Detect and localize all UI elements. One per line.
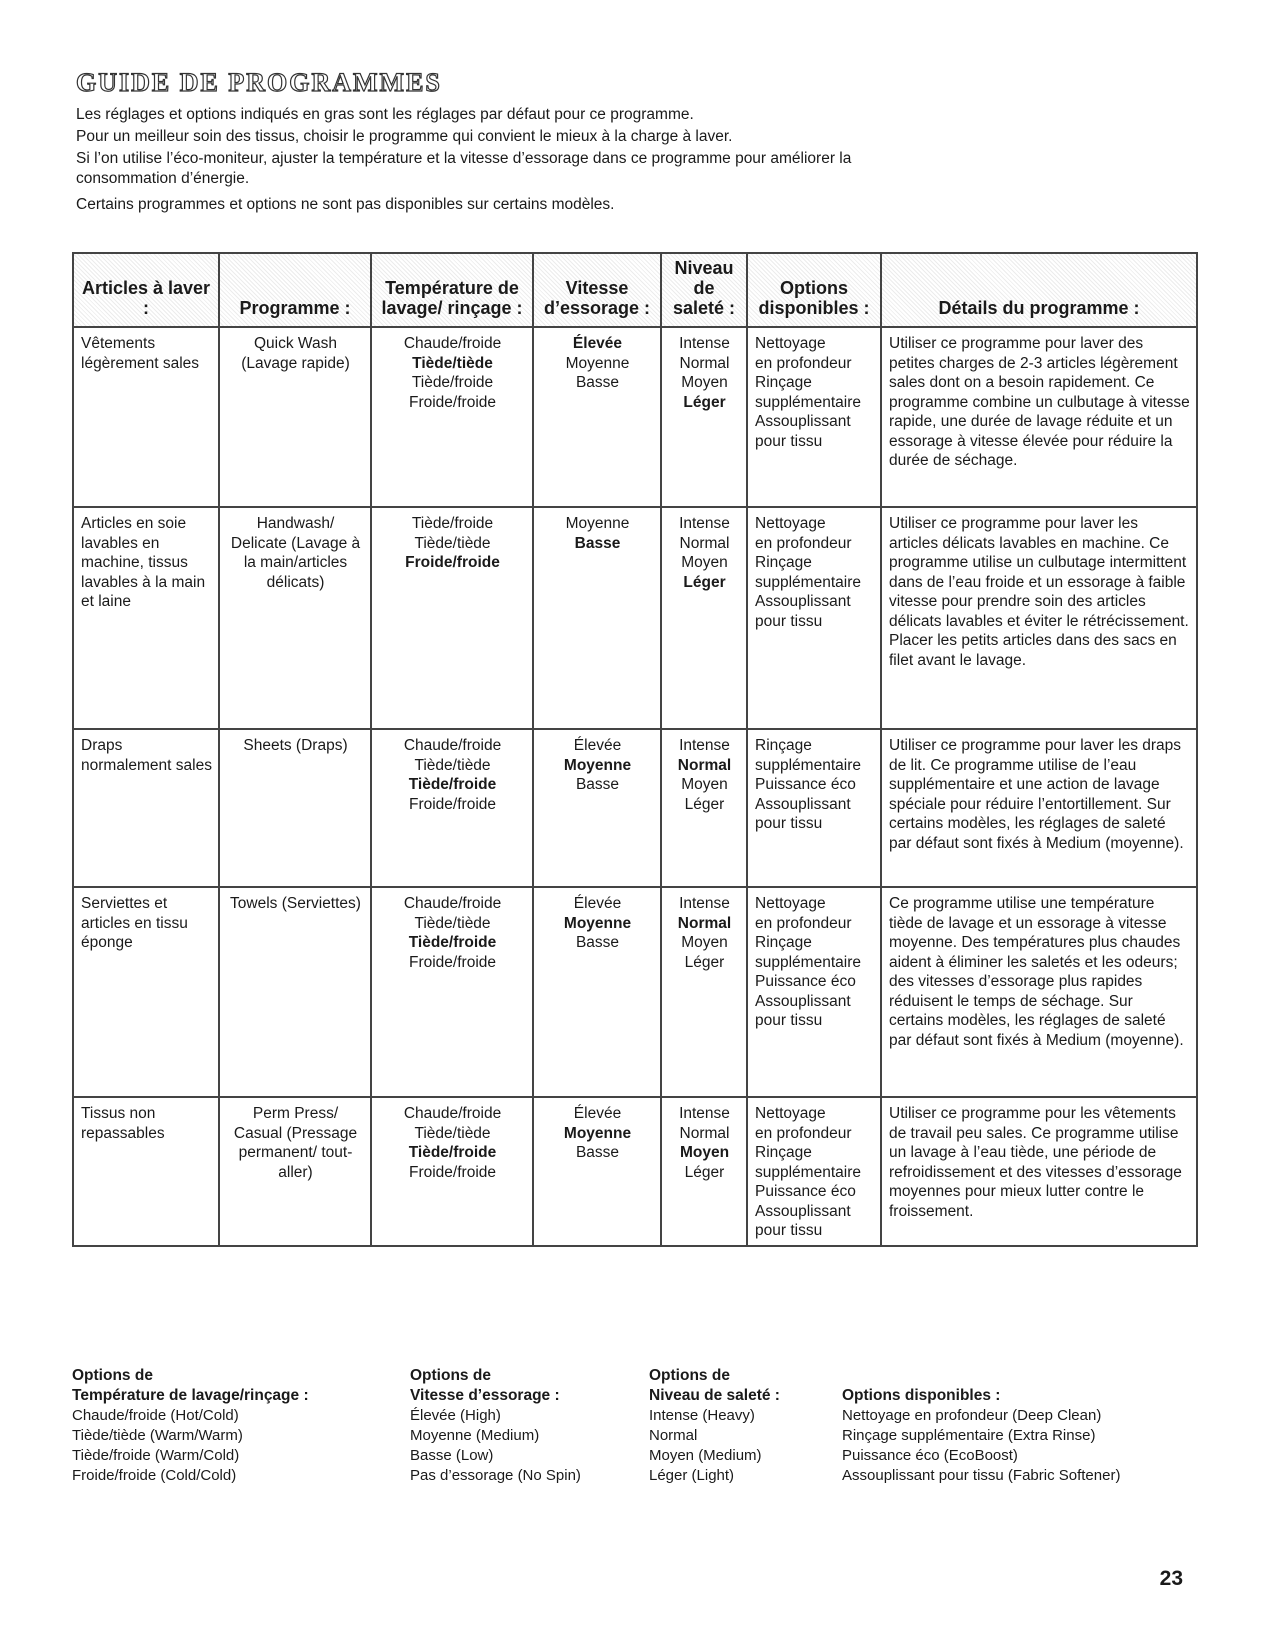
cell-temperature-value: Froide/froide xyxy=(405,554,500,571)
cell-vitesse-value: Élevée xyxy=(573,895,622,912)
table-row xyxy=(73,327,1197,507)
cell-niveau-value: Léger xyxy=(683,573,726,591)
cell-options-value: pour tissu xyxy=(755,432,823,450)
table-row xyxy=(73,1097,1197,1246)
cell-options-value: Nettoyage xyxy=(755,895,826,912)
cell-options-value: supplémentaire xyxy=(755,573,861,591)
cell-options-value: supplémentaire xyxy=(755,953,861,971)
cell-options-value: Rinçage xyxy=(755,554,812,571)
legend-item: Puissance éco (EcoBoost) xyxy=(842,1447,1018,1464)
cell-options-value: Assouplissant xyxy=(755,593,851,610)
cell-niveau-value: Moyen xyxy=(681,374,728,391)
intro-line: Si l’on utilise l’éco-moniteur, ajuster la température et la vitesse d’essorage dans ce programme pour améliorer la consommation d’énergie. xyxy=(76,150,852,187)
cell-vitesse xyxy=(533,1097,661,1246)
legend-item: Rinçage supplémentaire (Extra Rinse) xyxy=(842,1427,1096,1444)
cell-options-value: supplémentaire xyxy=(755,393,861,411)
intro-line: Les réglages et options indiqués en gras sont les réglages par défaut pour ce programme. xyxy=(76,106,694,123)
cell-vitesse-value: Moyenne xyxy=(563,756,632,774)
header-programme: Programme : xyxy=(219,253,371,327)
cell-vitesse-value: Élevée xyxy=(572,335,623,352)
legend-item: Moyen (Medium) xyxy=(649,1447,762,1464)
cell-vitesse-value: Basse xyxy=(575,776,620,793)
legend-title: Options de xyxy=(649,1367,730,1384)
cell-vitesse-value: Moyenne xyxy=(563,1124,632,1142)
cell-options-value: Puissance éco xyxy=(755,1183,856,1200)
cell-niveau-value: Léger xyxy=(684,795,725,813)
legend-item: Froide/froide (Cold/Cold) xyxy=(72,1467,237,1484)
legend-item: Tiède/tiède (Warm/Warm) xyxy=(72,1427,243,1444)
legend-item: Pas d’essorage (No Spin) xyxy=(410,1467,581,1484)
cell-vitesse-value: Basse xyxy=(574,534,621,552)
cell-vitesse-value: Élevée xyxy=(573,1105,622,1122)
cell-programme: Towels (Serviettes) xyxy=(219,887,371,1097)
cell-options-value: Nettoyage xyxy=(755,1105,826,1122)
cell-options-value: pour tissu xyxy=(755,612,823,630)
cell-details: Ce programme utilise une température tiède de lavage et un essorage à vitesse moyenne. Des températures plus chaudes aident à éliminer les saletés et les odeurs; des vitesses d’essorage plus rapides réduisent le temps de séchage. Sur certains modèles, les réglages de saleté par défaut sont fixés à Medium (moyenne). xyxy=(881,887,1197,1097)
cell-options-value: Assouplissant xyxy=(755,992,851,1010)
cell-vitesse xyxy=(533,729,661,887)
cell-options-value: supplémentaire xyxy=(755,756,861,774)
cell-niveau-value: Normal xyxy=(679,354,730,372)
table-header-row xyxy=(73,253,1197,327)
cell-niveau-value: Moyen xyxy=(681,934,728,951)
cell-temperature-value: Chaude/froide xyxy=(403,1105,502,1122)
cell-niveau xyxy=(661,507,747,729)
cell-vitesse-value: Élevée xyxy=(573,737,622,754)
cell-programme: Perm Press/ Casual (Pressage permanent/ tout-aller) xyxy=(219,1097,371,1246)
cell-temperature-value: Chaude/froide xyxy=(403,335,502,352)
cell-temperature-value: Tiède/froide xyxy=(411,515,494,532)
legend-temperature xyxy=(72,1366,309,1486)
legend-item: Assouplissant pour tissu (Fabric Softener) xyxy=(842,1467,1121,1484)
cell-niveau-value: Moyen xyxy=(681,554,728,571)
cell-articles: Tissus non repassables xyxy=(73,1097,219,1246)
cell-options xyxy=(747,1097,881,1246)
cell-details: Utiliser ce programme pour laver les draps de lit. Ce programme utilise de l’eau supplémentaire et une action de lavage spéciale pour réduire l’entortillement. Sur certains modèles, les réglages de saleté par défaut sont fixés à Medium (moyenne). xyxy=(881,729,1197,887)
cell-temperature-value: Froide/froide xyxy=(408,1163,496,1181)
cell-niveau xyxy=(661,887,747,1097)
cell-articles: Articles en soie lavables en machine, tissus lavables à la main et laine xyxy=(73,507,219,729)
cell-niveau-value: Normal xyxy=(677,756,732,774)
cell-details: Utiliser ce programme pour laver des petites charges de 2-3 articles légèrement sales dont on a besoin rapidement. Ce programme combine un culbutage à vitesse rapide, une durée de lavage réduite et un essorage à vitesse élevée pour réduire la durée de séchage. xyxy=(881,327,1197,507)
cell-vitesse-value: Basse xyxy=(575,374,620,391)
cell-temperature xyxy=(371,507,533,729)
cell-programme: Quick Wash (Lavage rapide) xyxy=(219,327,371,507)
cell-options-value: pour tissu xyxy=(755,815,823,832)
cell-niveau-value: Moyen xyxy=(679,1144,730,1161)
cell-temperature xyxy=(371,1097,533,1246)
cell-options-value: en profondeur xyxy=(755,914,852,932)
legend-item: Basse (Low) xyxy=(410,1447,494,1464)
cell-vitesse-value: Moyenne xyxy=(565,354,630,372)
cell-options-value: supplémentaire xyxy=(755,1163,861,1181)
cell-vitesse-value: Basse xyxy=(575,1144,620,1161)
table-row xyxy=(73,507,1197,729)
legend-item: Léger (Light) xyxy=(649,1467,735,1484)
cell-temperature xyxy=(371,729,533,887)
cell-options-value: Nettoyage xyxy=(755,515,826,532)
legend-title: Options de xyxy=(410,1367,491,1384)
header-temperature: Température de lavage/ rinçage : xyxy=(371,253,533,327)
cell-temperature-value: Froide/froide xyxy=(408,795,496,813)
cell-temperature-value: Tiède/froide xyxy=(408,934,497,951)
cell-temperature-value: Tiède/tiède xyxy=(414,1124,491,1142)
cell-temperature-value: Tiède/tiède xyxy=(414,534,491,552)
cell-temperature-value: Tiède/tiède xyxy=(412,354,493,372)
cell-programme: Handwash/ Delicate (Lavage à la main/articles délicats) xyxy=(219,507,371,729)
legend-item: Moyenne (Medium) xyxy=(410,1427,540,1444)
header-vitesse: Vitesse d’essorage : xyxy=(533,253,661,327)
cell-options-value: en profondeur xyxy=(755,354,852,372)
cell-options-value: Assouplissant xyxy=(755,413,851,430)
cell-niveau-value: Intense xyxy=(679,737,730,754)
cell-options-value: Nettoyage xyxy=(755,335,826,352)
cell-temperature-value: Chaude/froide xyxy=(403,895,502,912)
cell-temperature-value: Tiède/froide xyxy=(411,374,494,391)
legend-title: Vitesse d’essorage : xyxy=(410,1387,560,1404)
cell-options-value: Puissance éco xyxy=(755,973,856,990)
legend-options xyxy=(842,1386,1120,1486)
cell-options-value: Rinçage xyxy=(755,934,812,951)
cell-niveau-value: Intense xyxy=(679,1105,730,1122)
cell-options-value: Assouplissant xyxy=(755,1202,851,1220)
programme-table xyxy=(72,252,1198,1247)
cell-niveau-value: Moyen xyxy=(681,776,728,793)
cell-temperature-value: Froide/froide xyxy=(408,393,496,411)
cell-options xyxy=(747,729,881,887)
header-options: Options disponibles : xyxy=(747,253,881,327)
cell-options xyxy=(747,327,881,507)
cell-niveau-value: Normal xyxy=(679,534,730,552)
cell-vitesse-value: Basse xyxy=(575,934,620,951)
table-row xyxy=(73,729,1197,887)
page-title: GUIDE DE PROGRAMMES xyxy=(76,68,442,97)
cell-niveau-value: Léger xyxy=(684,1163,725,1181)
header-articles: Articles à laver : xyxy=(73,253,219,327)
cell-programme: Sheets (Draps) xyxy=(219,729,371,887)
legend-title: Niveau de saleté : xyxy=(649,1387,780,1404)
cell-niveau-value: Léger xyxy=(683,393,726,411)
cell-articles: Vêtements légèrement sales xyxy=(73,327,219,507)
cell-temperature xyxy=(371,327,533,507)
cell-options-value: en profondeur xyxy=(755,1124,852,1142)
cell-vitesse-value: Moyenne xyxy=(565,515,630,532)
legend-item: Normal xyxy=(649,1427,698,1444)
cell-temperature-value: Froide/froide xyxy=(408,953,496,971)
cell-temperature-value: Tiède/froide xyxy=(408,1144,497,1161)
cell-options-value: Rinçage xyxy=(755,1144,812,1161)
legend-title: Température de lavage/rinçage : xyxy=(72,1387,309,1404)
cell-niveau-value: Intense xyxy=(679,515,730,532)
cell-niveau-value: Intense xyxy=(679,895,730,912)
cell-temperature xyxy=(371,887,533,1097)
cell-articles: Serviettes et articles en tissu éponge xyxy=(73,887,219,1097)
cell-temperature-value: Tiède/froide xyxy=(408,776,497,793)
header-niveau: Niveau de saleté : xyxy=(661,253,747,327)
cell-options-value: pour tissu xyxy=(755,1012,823,1029)
cell-niveau xyxy=(661,1097,747,1246)
cell-options-value: Puissance éco xyxy=(755,776,856,793)
cell-temperature-value: Tiède/tiède xyxy=(414,914,491,932)
cell-vitesse xyxy=(533,327,661,507)
legend-item: Élevée (High) xyxy=(410,1407,501,1424)
cell-articles: Draps normalement sales xyxy=(73,729,219,887)
legend-title: Options disponibles : xyxy=(842,1387,1001,1404)
cell-niveau-value: Normal xyxy=(679,1124,730,1142)
cell-niveau-value: Normal xyxy=(677,914,732,932)
cell-niveau-value: Intense xyxy=(679,335,730,352)
intro-line: Certains programmes et options ne sont pas disponibles sur certains modèles. xyxy=(76,196,615,213)
cell-niveau xyxy=(661,729,747,887)
cell-options-value: Assouplissant xyxy=(755,795,851,813)
cell-vitesse-value: Moyenne xyxy=(563,914,632,932)
table-row xyxy=(73,887,1197,1097)
cell-options xyxy=(747,887,881,1097)
legend-item: Tiède/froide (Warm/Cold) xyxy=(72,1447,240,1464)
cell-vitesse xyxy=(533,887,661,1097)
cell-options-value: pour tissu xyxy=(755,1222,823,1239)
legend-item: Nettoyage en profondeur (Deep Clean) xyxy=(842,1407,1102,1424)
cell-niveau-value: Léger xyxy=(684,953,725,971)
cell-details: Utiliser ce programme pour les vêtements de travail peu sales. Ce programme utilise un lavage à l’eau tiède, une période de refroidissement et des vitesses d’essorage moyennes pour mieux lutter contre le froissement. xyxy=(881,1097,1197,1246)
legend-item: Chaude/froide (Hot/Cold) xyxy=(72,1407,239,1424)
header-details: Détails du programme : xyxy=(881,253,1197,327)
legend-title: Options de xyxy=(72,1367,153,1384)
page-number: 23 xyxy=(1159,1567,1183,1590)
cell-options xyxy=(747,507,881,729)
cell-niveau xyxy=(661,327,747,507)
intro-text xyxy=(76,105,936,217)
cell-options-value: en profondeur xyxy=(755,534,852,552)
cell-options-value: Rinçage xyxy=(755,737,812,754)
legend-item: Intense (Heavy) xyxy=(649,1407,755,1424)
cell-options-value: Rinçage xyxy=(755,374,812,391)
cell-vitesse xyxy=(533,507,661,729)
cell-temperature-value: Tiède/tiède xyxy=(414,756,491,774)
cell-temperature-value: Chaude/froide xyxy=(403,737,502,754)
legend-niveau xyxy=(649,1366,780,1486)
cell-details: Utiliser ce programme pour laver les articles délicats lavables en machine. Ce programme utilise un culbutage intermittent dans de l’eau froide et un essorage à faible vitesse pour prendre soin des articles délicats lavables et éviter le rétrécissement. Placer les petits articles dans des sacs en filet avant le lavage. xyxy=(881,507,1197,729)
intro-line: Pour un meilleur soin des tissus, choisir le programme qui convient le mieux à la charge à laver. xyxy=(76,128,733,145)
legend-vitesse xyxy=(410,1366,581,1486)
